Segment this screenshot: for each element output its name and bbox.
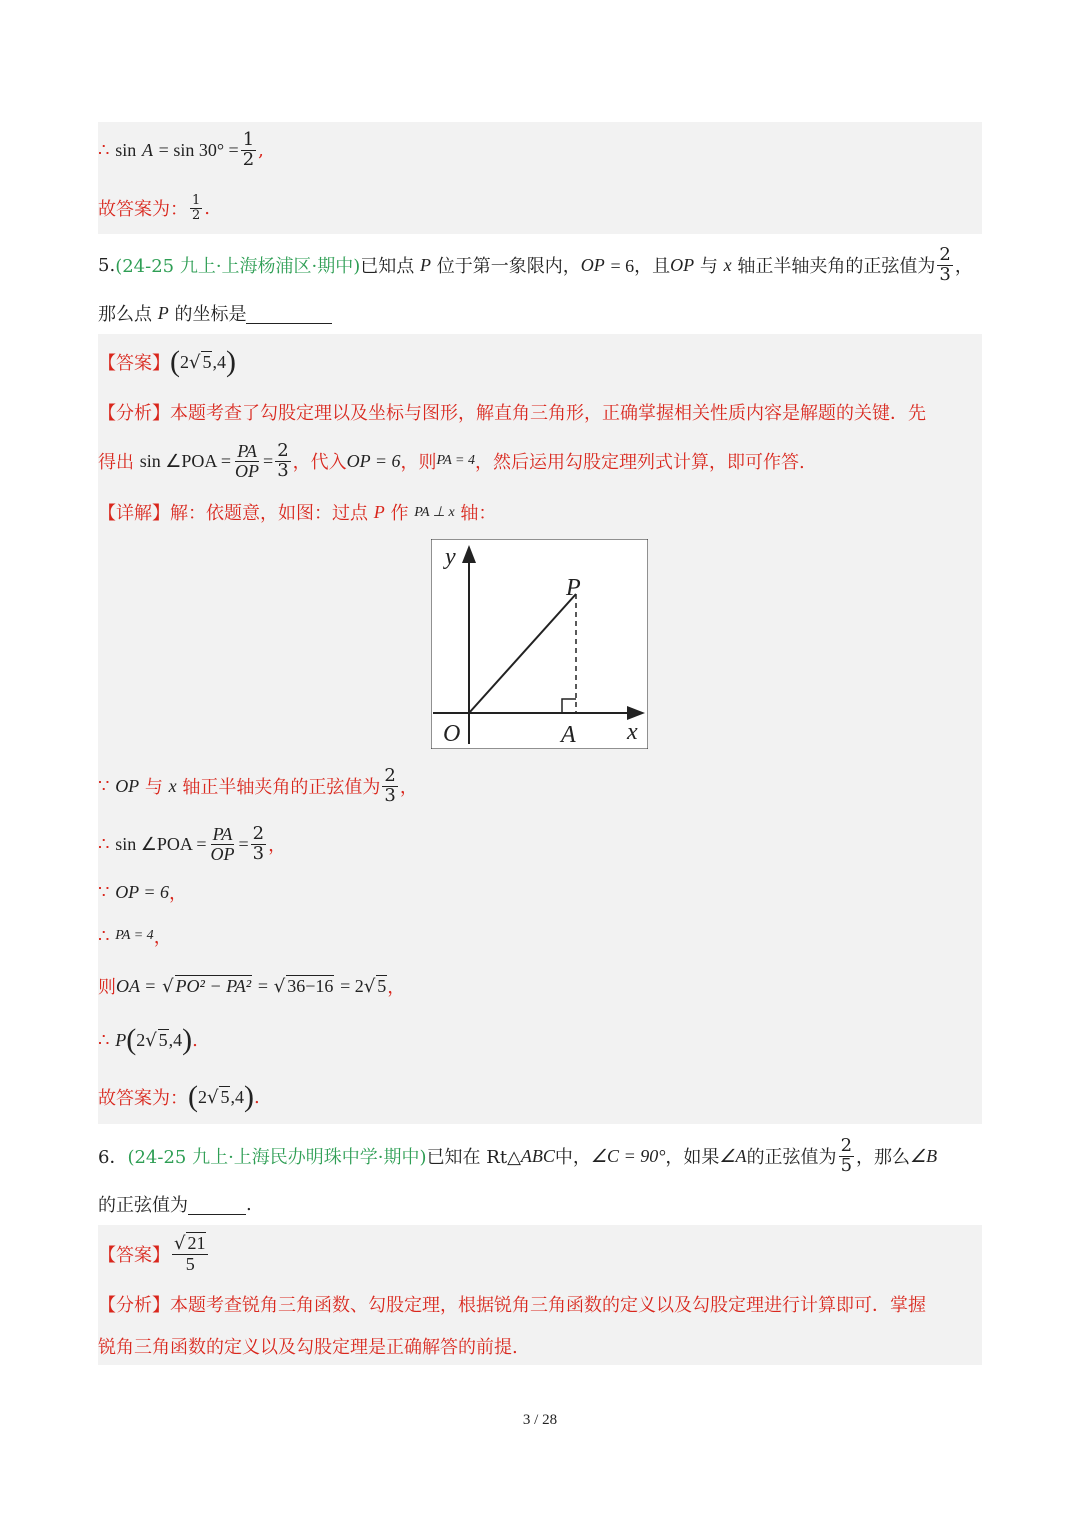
label-a: A (561, 722, 576, 748)
label-y: y (445, 544, 456, 570)
q5-final-answer: 故答案为： ( 2 √ 5 ,4 ) . (98, 1080, 260, 1113)
q4-step-sin: ∴ sin A = sin 30° = $\frac{1}{2}$ , (98, 128, 264, 170)
q6-analysis-line1: 【分析】 本题考查锐角三角函数、勾股定理，根据锐角三角函数的定义以及勾股定理进行计算即可．掌握 (98, 1295, 926, 1316)
q6-stem: 6． (24-25 九上·上海民办明珠中学·期中) 已知在 Rt△ ABC 中， ∠C = 90° ，如果 ∠A 的正弦值为 $\frac{2}{5}$ ，那么 ∠B (98, 1134, 938, 1176)
q5-analysis-line1: 【分析】 本题考查了勾股定理以及坐标与图形，解直角三角形，正确掌握相关性质内容是解题的关键．先 (98, 403, 926, 424)
label-x: x (627, 719, 638, 745)
q5-step5: 则 OA = √ PO² − PA² = √ 36−16 = 2 √ 5 ， (98, 975, 406, 998)
q5-step4: ∴ PA = 4 ， (98, 925, 172, 948)
label-o: O (443, 721, 461, 747)
q5-answer: 【答案】 ( 2 √ 5 ,4 ) (98, 345, 236, 378)
q4-final-answer: 故答案为： $\frac{1}{2}$ . (98, 192, 211, 223)
q6-answer: 【答案】 $\frac{√ 21}{5}$ (98, 1228, 210, 1280)
fraction-half: $\frac{1}{2}$ (242, 128, 255, 170)
q5-step3: ∵ OP = 6 ， (98, 881, 188, 904)
q5-step2: ∴ sin ∠POA = $\frac{PA}{OP}$ = $\frac{2}{3}$ ， (98, 822, 287, 864)
page-number: 3 / 28 (522, 1412, 558, 1428)
q5-stem: 5. (24-25 九上·上海杨浦区·期中) 已知点 P 位于第一象限内， OP = 6，且 OP 与 x 轴正半轴夹角的正弦值为 $\frac{2}{3}$ ， (98, 243, 973, 285)
q5-stem-line2: 那么点 P 的坐标是 (98, 298, 332, 328)
q5-step1: ∵ OP 与 x 轴正半轴夹角的正弦值为 $\frac{2}{3}$ ， (98, 764, 418, 806)
fraction-answer: $\frac{1}{2}$ (192, 192, 201, 223)
q5-analysis-line2: 得出 sin ∠POA = $\frac{PA}{OP}$ = $\frac{2}{3}$ ，代入 OP = 6 ，则 PA = 4 ，然后运用勾股定理列式计算，即可作答. (98, 439, 805, 481)
q5-detail: 【详解】 解：依题意，如图：过点 P 作 PA ⊥ x 轴： (98, 501, 497, 524)
coordinate-figure (431, 539, 648, 749)
q6-stem-line2: 的正弦值为 . (98, 1193, 252, 1216)
label-p: P (566, 575, 581, 601)
therefore-symbol: ∴ (98, 139, 110, 161)
q5-source: (24-25 九上·上海杨浦区·期中) (115, 256, 361, 277)
q6-analysis-line2: 锐角三角函数的定义以及勾股定理是正确解答的前提. (98, 1337, 518, 1358)
answer-blank-q6 (188, 1194, 246, 1215)
q6-source: (24-25 九上·上海民办明珠中学·期中) (127, 1147, 427, 1168)
answer-blank (246, 303, 332, 324)
q5-step6: ∴ P ( 2 √ 5 ,4 ) . (98, 1023, 198, 1056)
